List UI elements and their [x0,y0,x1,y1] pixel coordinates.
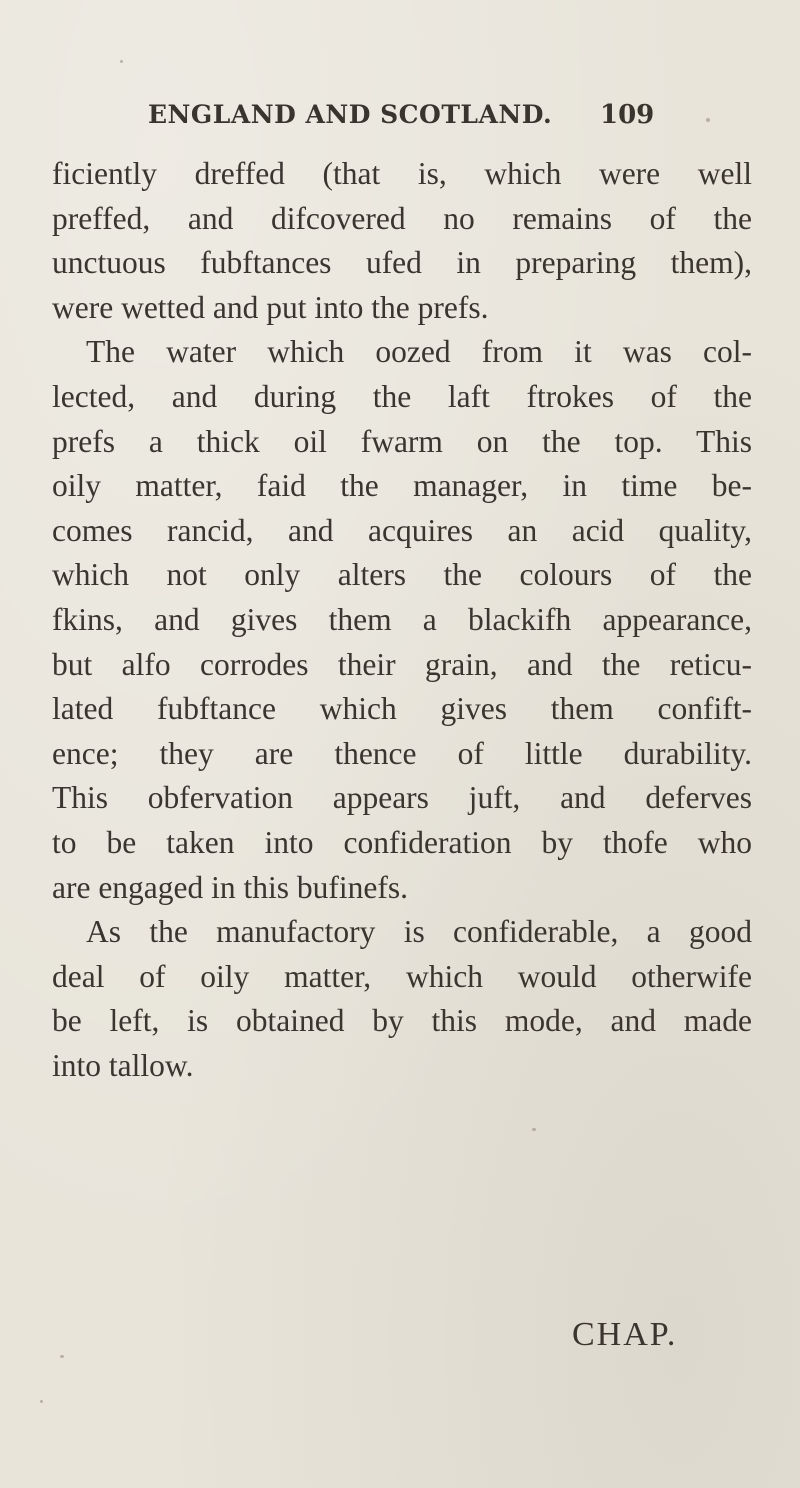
paragraph-start-line: The water which oozed from it was col- [86,334,752,370]
running-title: ENGLAND AND SCOTLAND. [148,100,553,129]
text-line: which not only alters the colours of the [52,557,752,593]
text-line: ence; they are thence of little durability. [52,735,752,771]
text-line: comes rancid, and acquires an acid quality, [52,512,752,548]
text-line: oily matter, faid the manager, in time be- [52,468,752,504]
catchword: CHAP. [572,1316,678,1353]
text-line: deal of oily matter, which would otherwife [52,958,752,994]
text-line: unctuous fubftances ufed in preparing them), [52,245,752,281]
text-line: This obfervation appears juft, and deferves [52,780,752,816]
text-line: fkins, and gives them a blackifh appearance, [52,601,752,637]
body-text [52,152,752,1088]
paper-speck [120,60,123,63]
paper-speck [40,1400,43,1403]
text-line: into tallow. [52,1047,194,1083]
text-line: lated fubftance which gives them confift- [52,691,752,727]
text-line: are engaged in this bufinefs. [52,869,409,905]
paper-speck [706,118,710,122]
text-line: prefs a thick oil fwarm on the top. This [52,423,752,459]
paper-speck [532,1128,536,1131]
text-line: but alfo corrodes their grain, and the reticu- [52,646,752,682]
text-line: lected, and during the laft ftrokes of the [52,378,752,414]
paper-speck [60,1355,64,1358]
text-line: ficiently dreffed (that is, which were well [52,156,752,191]
text-line: were wetted and put into the prefs. [52,289,489,325]
paragraph-start-line: As the manufactory is confiderable, a good [86,914,752,950]
text-line: to be taken into confideration by thofe who [52,824,752,860]
text-line: preffed, and difcovered no remains of the [52,200,752,236]
page-number: 109 [600,100,655,130]
text-line: be left, is obtained by this mode, and made [52,1003,752,1039]
